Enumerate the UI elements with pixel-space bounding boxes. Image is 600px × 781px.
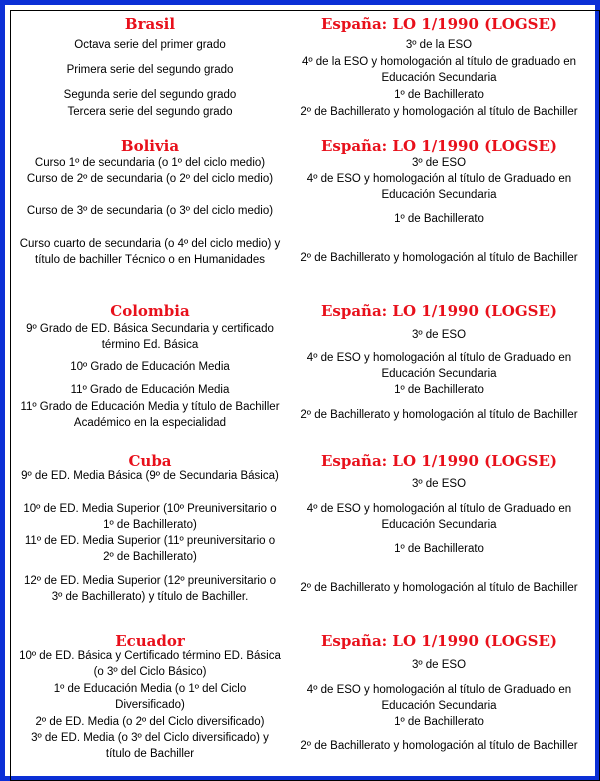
country-heading: Colombia <box>110 302 190 320</box>
origin-grade: 2º de ED. Media (o 2º del Ciclo diversificado) <box>35 716 265 728</box>
origin-grade: Curso cuarto de secundaria (o 4º del ciclo medio) y título de bachiller Técnico o en Humanidades <box>19 238 281 266</box>
origin-grade: 3º de ED. Media (o 3º del Ciclo diversificado) y título de Bachiller <box>31 732 269 760</box>
spain-heading: España: LO 1/1990 (LOGSE) <box>320 137 558 155</box>
spain-equivalent: 1º de Bachillerato <box>394 213 484 225</box>
spain-equivalent: 1º de Bachillerato <box>394 89 484 101</box>
origin-grade: Curso de 3º de secundaria (o 3º del ciclo medio) <box>26 205 274 217</box>
country-heading: Bolivia <box>120 137 180 155</box>
origin-grade: Curso de 2º de secundaria (o 2º del ciclo medio) <box>26 173 274 185</box>
origin-grade: 9º Grado de ED. Básica Secundaria y certificado término Ed. Básica <box>26 323 274 351</box>
origin-grade: 11º Grado de Educación Media <box>70 384 230 396</box>
spain-equivalent: 4º de la ESO y homologación al título de graduado en Educación Secundaria <box>302 56 576 84</box>
origin-column <box>19 302 281 429</box>
origin-grade: 9º de ED. Media Básica (9º de Secundaria Básica) <box>21 470 279 482</box>
origin-grade: Tercera serie del segundo grado <box>67 106 233 118</box>
spain-equivalent: 4º de ESO y homologación al título de Graduado en Educación Secundaria <box>306 352 572 380</box>
spain-heading: España: LO 1/1990 (LOGSE) <box>320 452 558 470</box>
origin-grade: 12º de ED. Media Superior (12º preuniversitario o 3º de Bachillerato) y título de Bachiller. <box>24 575 276 603</box>
origin-grade: 11º de ED. Media Superior (11º preuniversitario o 2º de Bachillerato) <box>24 535 276 563</box>
origin-column <box>19 632 281 760</box>
spain-equivalent: 4º de ESO y homologación al título de Graduado en Educación Secundaria <box>306 173 572 201</box>
spain-heading: España: LO 1/1990 (LOGSE) <box>320 302 558 320</box>
spain-equivalent: 4º de ESO y homologación al título de Graduado en Educación Secundaria <box>306 503 572 531</box>
spain-equivalent: 3º de la ESO <box>405 39 473 51</box>
origin-grade: 1º de Educación Media (o 1º del Ciclo Diversificado) <box>53 683 247 711</box>
spain-column <box>283 302 595 421</box>
spain-column <box>283 15 595 118</box>
page-inner-border <box>10 10 600 781</box>
country-heading: Ecuador <box>115 632 185 650</box>
country-heading: Brasil <box>124 15 176 33</box>
origin-column <box>19 137 281 266</box>
spain-equivalent: 2º de Bachillerato y homologación al título de Bachiller <box>300 740 578 752</box>
origin-grade: 10º de ED. Básica y Certificado término ED. Básica (o 3º del Ciclo Básico) <box>19 650 281 678</box>
spain-equivalent: 3º de ESO <box>411 157 467 169</box>
spain-equivalent: 2º de Bachillerato y homologación al título de Bachiller <box>300 252 578 264</box>
spain-heading: España: LO 1/1990 (LOGSE) <box>320 632 558 650</box>
spain-equivalent: 2º de Bachillerato y homologación al título de Bachiller <box>300 582 578 594</box>
origin-grade: Octava serie del primer grado <box>74 39 226 51</box>
spain-equivalent: 3º de ESO <box>411 478 467 490</box>
origin-grade: 10º Grado de Educación Media <box>70 361 230 373</box>
spain-equivalent: 1º de Bachillerato <box>394 384 484 396</box>
spain-equivalent: 2º de Bachillerato y homologación al título de Bachiller <box>300 106 578 118</box>
spain-column <box>283 632 595 752</box>
origin-grade: 11º Grado de Educación Media y título de Bachiller Académico en la especialidad <box>20 401 280 429</box>
origin-grade: Primera serie del segundo grado <box>66 64 234 76</box>
spain-column <box>283 137 595 264</box>
origin-grade: Curso 1º de secundaria (o 1º del ciclo medio) <box>34 157 266 169</box>
country-heading: Cuba <box>128 452 172 470</box>
spain-heading: España: LO 1/1990 (LOGSE) <box>320 15 558 33</box>
origin-grade: 10º de ED. Media Superior (10º Preuniversitario o 1º de Bachillerato) <box>23 503 277 531</box>
origin-column <box>19 452 281 603</box>
spain-equivalent: 1º de Bachillerato <box>394 716 484 728</box>
origin-column <box>19 15 281 118</box>
spain-equivalent: 2º de Bachillerato y homologación al título de Bachiller <box>300 409 578 421</box>
spain-equivalent: 1º de Bachillerato <box>394 543 484 555</box>
origin-grade: Segunda serie del segundo grado <box>63 89 237 101</box>
spain-equivalent: 3º de ESO <box>411 329 467 341</box>
spain-column <box>283 452 595 594</box>
spain-equivalent: 3º de ESO <box>411 659 467 671</box>
spain-equivalent: 4º de ESO y homologación al título de Graduado en Educación Secundaria <box>306 684 572 712</box>
